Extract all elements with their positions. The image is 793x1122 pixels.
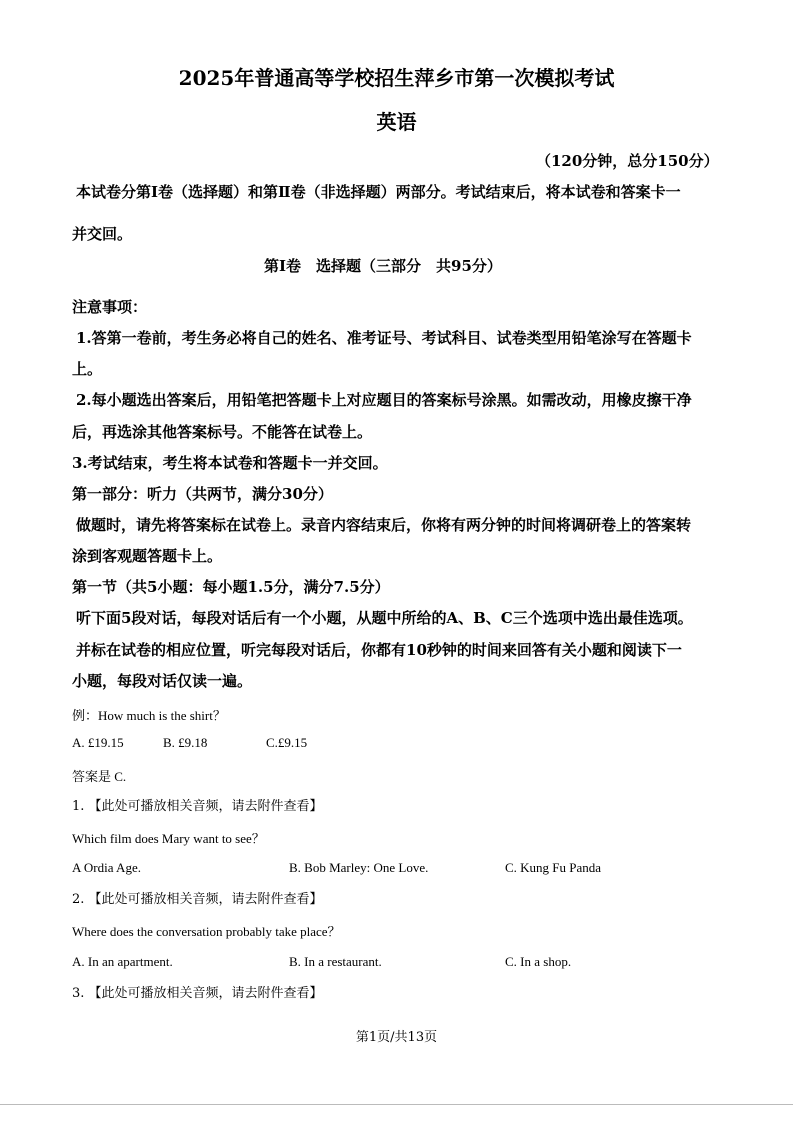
part1-desc-line-2: 涂到客观题答题卡上。	[72, 547, 223, 565]
note-2-line-2: 后，再选涂其他答案标号。不能答在试卷上。	[72, 423, 373, 441]
question-1-option-b: B. Bob Marley: One Love.	[289, 860, 429, 875]
time-info: （120分钟，总分150分）	[536, 152, 719, 170]
note-3: 3.考试结束，考生将本试卷和答题卡一并交回。	[72, 454, 388, 472]
section1-desc-line-3: 小题，每段对话仅读一遍。	[72, 672, 253, 690]
subject-title: 英语	[376, 110, 417, 134]
example-option-a: A. £19.15	[72, 735, 124, 750]
question-2-text: Where does the conversation probably take place？	[72, 924, 341, 939]
note-2-line-1: 2.每小题选出答案后，用铅笔把答题卡上对应题目的答案标号涂黑。如需改动，用橡皮擦干净	[76, 391, 692, 409]
page-number: 第1页/共13页	[355, 1030, 438, 1045]
question-2-option-a: A. In an apartment.	[72, 954, 173, 969]
section1-desc-line-1: 听下面5段对话，每段对话后有一个小题，从题中所给的A、B、C三个选项中选出最佳选项。	[76, 609, 693, 627]
question-2-option-c: C. In a shop.	[505, 954, 572, 969]
example-answer: 答案是 C.	[72, 769, 127, 784]
question-2-audio[interactable]: 2. 【此处可播放相关音频，请去附件查看】	[72, 892, 323, 907]
question-1-option-c: C. Kung Fu Panda	[505, 860, 602, 875]
question-1-audio[interactable]: 1. 【此处可播放相关音频，请去附件查看】	[72, 799, 323, 814]
question-1-text: Which film does Mary want to see？	[72, 831, 265, 846]
section1-desc-line-2: 并标在试卷的相应位置，听完每段对话后，你都有10秒钟的时间来回答有关小题和阅读下一	[76, 641, 682, 659]
example-question: 例：How much is the shirt？	[72, 708, 226, 723]
part1-desc-line-1: 做题时，请先将答案标在试卷上。录音内容结束后，你将有两分钟的时间将调研卷上的答案转	[76, 516, 692, 534]
note-1-line-2: 上。	[72, 360, 103, 378]
question-2-option-b: B. In a restaurant.	[289, 954, 382, 969]
volume1-title: 第Ⅰ卷 选择题（三部分 共95分）	[264, 257, 502, 275]
note-1-line-1: 1.答第一卷前，考生务必将自己的姓名、准考证号、考试科目、试卷类型用铅笔涂写在答题卡	[76, 329, 692, 347]
section1-heading: 第一节（共5小题：每小题1.5分，满分7.5分）	[72, 578, 390, 596]
page-title: 2025年普通高等学校招生萍乡市第一次模拟考试	[178, 66, 615, 90]
intro-line-1: 本试卷分第Ⅰ卷（选择题）和第Ⅱ卷（非选择题）两部分。考试结束后，将本试卷和答案卡一	[76, 183, 681, 201]
question-1-option-a: A Ordia Age.	[72, 860, 141, 875]
example-option-b: B. £9.18	[163, 735, 208, 750]
bottom-rule	[0, 1104, 793, 1105]
example-option-c: C.£9.15	[266, 735, 308, 750]
question-3-audio[interactable]: 3. 【此处可播放相关音频，请去附件查看】	[72, 986, 323, 1001]
notes-heading: 注意事项：	[72, 298, 148, 316]
part1-heading: 第一部分：听力（共两节，满分30分）	[72, 485, 333, 503]
intro-line-2: 并交回。	[72, 225, 133, 243]
